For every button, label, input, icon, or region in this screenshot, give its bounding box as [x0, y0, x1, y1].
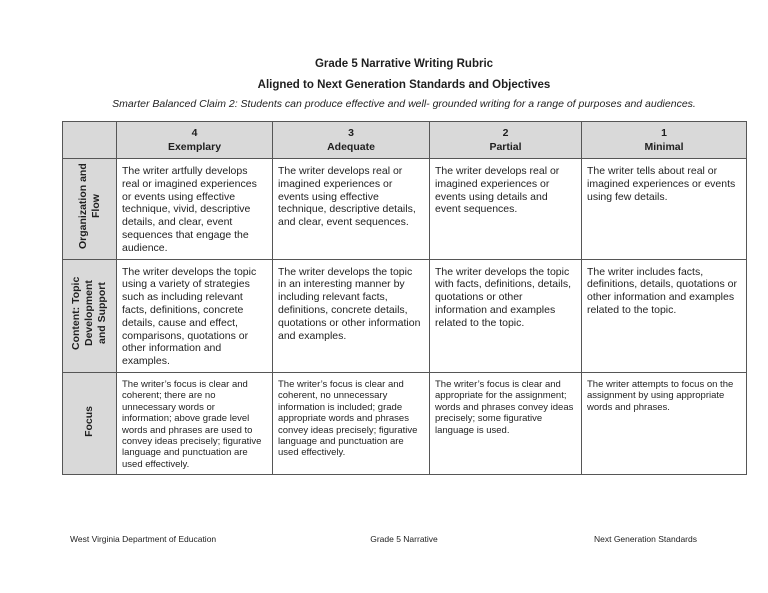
- footer-standards: Next Generation Standards: [593, 534, 697, 544]
- rubric-cell-content-4: The writer develops the topic using a variety of strategies such as including relevant facts, definitions, concrete details, cause and effect, comparisons, quotations or other information and examples.: [117, 259, 273, 372]
- claim-statement: Smarter Balanced Claim 2: Students can produce effective and well- grounded writing for a range of purposes and audiences.: [112, 98, 696, 110]
- score-number: 4: [191, 127, 198, 139]
- score-number: 2: [502, 127, 509, 139]
- score-label: Adequate: [327, 141, 375, 153]
- rubric-cell-focus-1: The writer attempts to focus on the assignment by using appropriate words and phrases.: [582, 372, 747, 474]
- criterion-label-text: Organization and Flow: [76, 163, 102, 250]
- rubric-cell-focus-4: The writer’s focus is clear and coherent; there are no unnecessary words or information; above grade level words and phrases are used to convey ideas precisely; figurative language and punctuation are used effectively.: [117, 372, 273, 474]
- rubric-cell-organization-1: The writer tells about real or imagined experiences or events using few details.: [582, 159, 747, 260]
- rubric-cell-organization-2: The writer develops real or imagined experiences or events using details and event sequences.: [430, 159, 582, 260]
- rubric-cell-content-1: The writer includes facts, definitions, details, quotations or other information and examples related to the topic.: [582, 259, 747, 372]
- rubric-cell-organization-3: The writer develops real or imagined experiences or events using effective technique, descriptive details, and clear, event sequences.: [273, 159, 430, 260]
- criterion-label-organization-and-flow: [63, 159, 117, 260]
- page-title: Grade 5 Narrative Writing Rubric: [314, 58, 494, 70]
- footer-document-name: Grade 5 Narrative: [370, 534, 438, 544]
- score-header-adequate: [273, 122, 430, 159]
- score-header-exemplary: [117, 122, 273, 159]
- rubric-cell-content-3: The writer develops the topic in an interesting manner by including relevant facts, definitions, concrete details, quotations or other information and examples.: [273, 259, 430, 372]
- criterion-label-text: Focus: [83, 405, 95, 437]
- score-header-partial: [430, 122, 582, 159]
- score-number: 3: [348, 127, 354, 139]
- score-header-minimal: [582, 122, 747, 159]
- document-header: [62, 58, 746, 110]
- page-footer: [62, 534, 746, 546]
- criterion-row-organization-and-flow: [63, 159, 747, 260]
- score-label: Partial: [489, 141, 522, 153]
- criterion-label-text: Content: Topic Development and Support: [70, 276, 108, 350]
- rubric-cell-focus-3: The writer’s focus is clear and coherent, no unnecessary information is included; grade appropriate words and phrases convey ideas precisely; figurative language and punctuation are used effectively.: [273, 372, 430, 474]
- criterion-row-focus: [63, 372, 747, 474]
- criterion-label-focus: [63, 372, 117, 474]
- criterion-label-content-topic-development: [63, 259, 117, 372]
- footer-organization: West Virginia Department of Education: [70, 534, 217, 544]
- score-label: Exemplary: [167, 141, 222, 153]
- score-label: Minimal: [644, 141, 684, 153]
- rubric-cell-organization-4: The writer artfully develops real or imagined experiences or events using effective technique, vivid, descriptive details, and clear, event sequences that engage the audience.: [117, 159, 273, 260]
- rubric-table: [62, 121, 747, 475]
- page-subtitle: Aligned to Next Generation Standards and Objectives: [257, 79, 551, 91]
- criterion-row-content-topic-development: [63, 259, 747, 372]
- score-header-row: [63, 122, 747, 159]
- rubric-cell-focus-2: The writer’s focus is clear and appropriate for the assignment; words and phrases convey ideas precisely; some figurative language is used.: [430, 372, 582, 474]
- rubric-cell-content-2: The writer develops the topic with facts, definitions, details, quotations or other information and examples related to the topic.: [430, 259, 582, 372]
- score-number: 1: [661, 127, 667, 139]
- corner-cell: [63, 122, 117, 159]
